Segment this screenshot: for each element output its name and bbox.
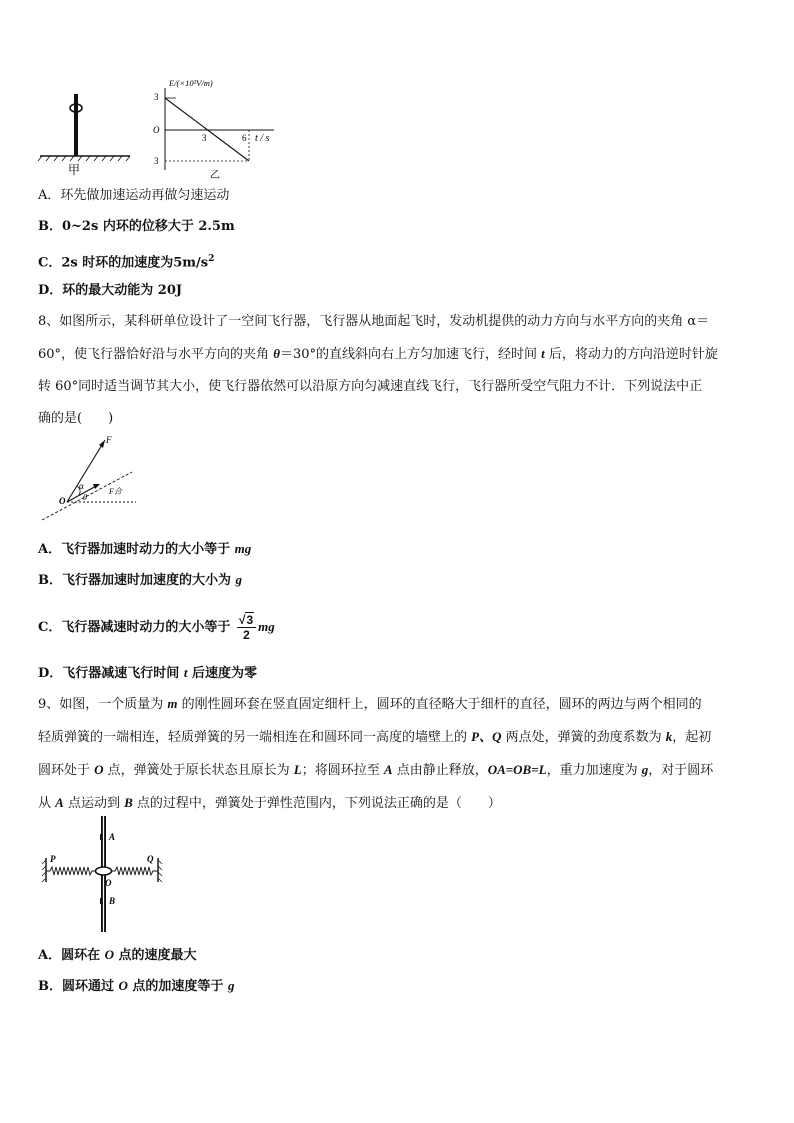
q9-a-var: O <box>104 947 115 962</box>
q8-c-fraction: $\frac{√3}{2}$ <box>237 613 256 642</box>
q8-option-d <box>38 665 257 682</box>
marker-A <box>100 834 102 840</box>
q9-a-text2: 点的速度最大 <box>114 948 197 963</box>
q7-option-b: B．0~2s 内环的位移大于 2.5m <box>38 219 235 234</box>
q9-pq: P、Q <box>471 729 502 744</box>
q9-A: A <box>383 762 393 777</box>
q9-line1 <box>38 688 760 721</box>
y-axis-label: E/(×10²V/m) <box>169 78 213 88</box>
q8-b-text: B．飞行器加速时加速度的大小为 <box>38 573 236 588</box>
y-tick-bottom: 3 <box>154 156 159 166</box>
q9-g: g <box>641 762 649 777</box>
q7-option-d: D．环的最大动能为 20J <box>38 283 183 298</box>
marker-B <box>100 898 102 904</box>
q9-eq: OA=OB=L <box>487 762 547 777</box>
q9-l3-t5: ，重力加速度为 <box>546 763 642 778</box>
q9-stem <box>38 688 760 820</box>
q9-l4-B: B <box>124 795 133 810</box>
q8-a-text: A．飞行器加速时动力的大小等于 <box>38 542 235 557</box>
q9-m: m <box>167 696 178 711</box>
q8-c-text: C．飞行器减速时动力的大小等于 <box>38 620 235 635</box>
label-Q: Q <box>147 854 154 864</box>
q8-option-b <box>38 572 242 589</box>
q7-c-text: C．2s 时环的加速度为 <box>38 255 174 271</box>
q9-line3 <box>38 754 760 787</box>
origin-label: O <box>153 125 160 135</box>
q7-c-value: 5m/s <box>173 255 209 271</box>
q9-l3-t1: 圆环处于 <box>38 763 95 778</box>
q8-a-var: mg <box>234 541 252 556</box>
label-O: O <box>105 878 112 888</box>
q9-L: L <box>293 762 302 777</box>
label-F: F <box>106 435 112 445</box>
label-F-net: F合 <box>109 487 122 496</box>
q8-d-text: D．飞行器减速飞行时间 <box>38 666 184 681</box>
q7-c-sup: 2 <box>208 254 215 264</box>
figure-jia <box>36 86 136 181</box>
y-tick-top: 3 <box>154 92 159 102</box>
q9-l4-t3: 点的过程中，弹簧处于弹性范围内，下列说法正确的是（ ） <box>132 796 501 811</box>
q8-c-radicand: 3 <box>246 613 254 627</box>
q9-b-text: B．圆环通过 <box>38 979 119 994</box>
q9-line2 <box>38 721 760 754</box>
q8-l2-text2: ＝30°的直线斜向右上方匀加速飞行，经时间 <box>279 347 542 362</box>
q9-l4-A: A <box>55 795 64 810</box>
flight-path-dashed <box>42 472 132 520</box>
q8-option-c <box>38 611 275 644</box>
q8-d-var: t <box>183 665 188 680</box>
label-B: B <box>109 896 116 906</box>
q9-b-var: O <box>118 978 128 993</box>
q9-a-text: A．圆环在 <box>38 948 105 963</box>
q8-l2-text: 60°，使飞行器恰好沿与水平方向的夹角 <box>38 347 274 362</box>
x-tick-3: 3 <box>202 133 207 143</box>
q9-l2-text3: ，起初 <box>672 730 712 745</box>
x-axis-label: t / s <box>255 133 270 144</box>
q9-O: O <box>94 762 104 777</box>
q9-option-a <box>38 947 197 964</box>
q9-spring-figure <box>40 814 168 934</box>
q8-option-a <box>38 541 251 558</box>
q8-t: t <box>541 346 545 361</box>
q9-l1-text: 9、如图，一个质量为 <box>38 697 168 712</box>
q8-c-var: mg <box>258 619 275 634</box>
q8-l2-text3: 后，将动力的方向沿逆时针旋 <box>544 347 718 362</box>
q9-option-b <box>38 978 234 995</box>
q8-d-text2: 后速度为零 <box>187 666 257 681</box>
q8-c-denominator: 2 <box>243 628 250 642</box>
label-P: P <box>50 854 56 864</box>
q8-line3: 转 60°同时适当调节其大小，使飞行器依然可以沿原方向匀减速直线飞行，飞行器所受空气阻力不计．下列说法中正 <box>38 379 703 394</box>
q8-force-figure <box>36 432 144 524</box>
q7-option-a: A．环先做加速运动再做匀速运动 <box>38 188 230 203</box>
label-alpha: α <box>79 481 84 491</box>
caption-yi: 乙 <box>210 170 220 180</box>
label-theta: θ <box>83 493 87 502</box>
q8-line2 <box>38 338 760 371</box>
figure-yi-chart <box>150 74 282 180</box>
q9-l3-t3: ；将圆环拉至 <box>301 763 384 778</box>
q9-b-var2: g <box>227 978 235 993</box>
q9-b-text2: 点的加速度等于 <box>127 979 228 994</box>
q7-option-c <box>38 251 214 271</box>
right-spring <box>111 867 158 875</box>
x-tick-6: 6 <box>242 133 247 143</box>
q8-line4: 确的是( ) <box>38 411 114 426</box>
q9-l3-t6: ，对于圆环 <box>648 763 714 778</box>
q9-l3-t4: 点由静止释放， <box>392 763 488 778</box>
ring <box>96 867 112 875</box>
left-spring <box>46 867 96 875</box>
q8-b-var: g <box>235 572 243 587</box>
q9-l3-t2: 点，弹簧处于原长状态且原长为 <box>103 763 294 778</box>
q8-theta: θ <box>273 346 280 361</box>
q9-l2-text2: 两点处，弹簧的劲度系数为 <box>501 730 666 745</box>
caption-jia: 甲 <box>68 163 81 177</box>
q8-line1: 8、如图所示，某科研单位设计了一空间飞行器，飞行器从地面起飞时，发动机提供的动力方向与水平方向的夹角 α＝ <box>38 314 710 329</box>
force-F-arrowhead <box>99 440 105 448</box>
label-O: O <box>59 496 66 506</box>
label-A: A <box>109 832 116 842</box>
q8-stem <box>38 306 760 435</box>
q9-l4-t1: 从 <box>38 796 56 811</box>
q9-l2-text: 轻质弹簧的一端相连，轻质弹簧的另一端相连在和圆环同一高度的墙壁上的 <box>38 730 472 745</box>
q9-l1-text2: 的刚性圆环套在竖直固定细杆上，圆环的直径略大于细杆的直径，圆环的两边与两个相同的 <box>177 697 702 712</box>
force-net-arrowhead <box>93 484 100 489</box>
q9-k: k <box>665 729 673 744</box>
q9-l4-t2: 点运动到 <box>63 796 125 811</box>
